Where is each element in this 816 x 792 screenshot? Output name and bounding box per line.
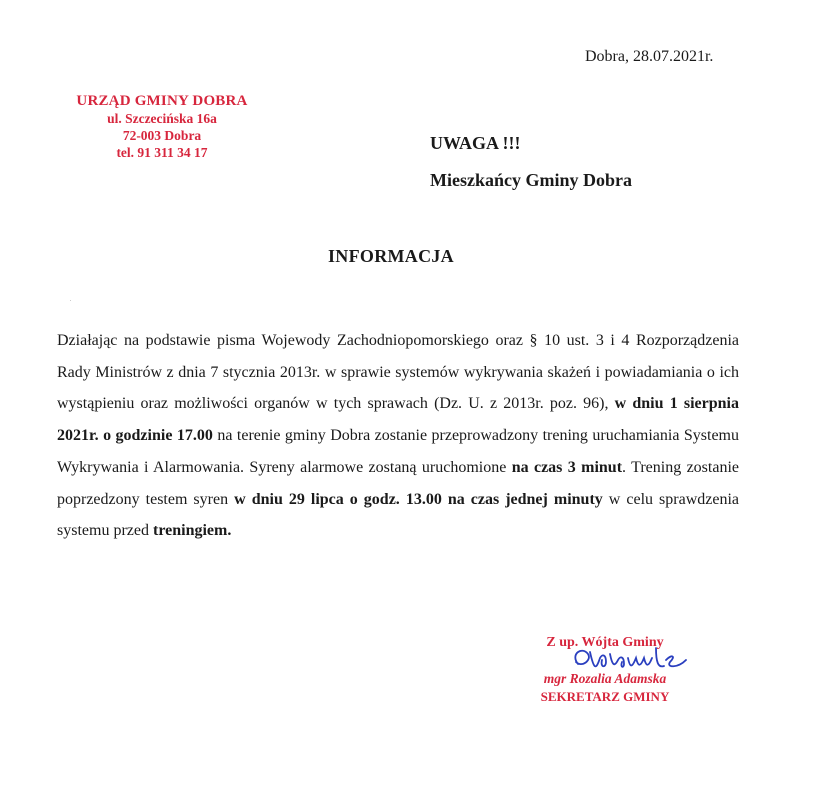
body-bold-duration: na czas 3 minut (511, 458, 623, 476)
body-text-2: na terenie gminy Dobra zostanie przeprowadzony trening uruchamiania Systemu Wykrywania i Alarmowania. Syreny alarmowe zostaną uruchomione (57, 427, 740, 476)
body-paragraph (57, 325, 739, 547)
body-text-3: . Trening zostanie poprzedzony testem syren (57, 458, 740, 508)
signature-name: mgr Rozalia Adamska (543, 671, 667, 686)
stamp-organization: URZĄD GMINY DOBRA (76, 93, 248, 109)
body-text-1: Działając na podstawie pisma Wojewody Zachodniopomorskiego oraz § 10 ust. 3 i 4 Rozporządzenia Rady Ministrów z dnia 7 stycznia 2013r. w sprawie systemów wykrywania skażeń i powiadamiania o ich wystąpieniu oraz możliwości organów w tych sprawach (Dz. U. z 2013r. poz. 96), (57, 332, 739, 413)
body-bold-date-1: w dniu 1 sierpnia 2021r. o godzinie 17.00 (57, 395, 740, 445)
document-title: INFORMACJA (328, 246, 454, 266)
document-date: Dobra, 28.07.2021r. (585, 48, 714, 65)
signature-role: SEKRETARZ GMINY (540, 689, 670, 704)
stamp-phone: tel. 91 311 34 17 (116, 145, 208, 160)
stamp-postal: 72-003 Dobra (122, 128, 202, 143)
office-stamp (72, 93, 252, 161)
warning-heading: UWAGA !!! (430, 133, 521, 153)
signature-on-behalf: Z up. Wójta Gminy (546, 635, 664, 650)
audience-heading: Mieszkańcy Gminy Dobra (430, 170, 632, 190)
stamp-street: ul. Szczecińska 16a (107, 111, 217, 126)
handwritten-signature (560, 640, 695, 680)
body-text-4: w celu sprawdzenia systemu przed (57, 490, 740, 540)
scan-speck (70, 300, 71, 301)
signature-stroke (575, 648, 686, 667)
body-bold-end: treningiem. (152, 522, 232, 540)
body-bold-date-2: w dniu 29 lipca o godz. 13.00 na czas jednej minuty (234, 490, 603, 508)
